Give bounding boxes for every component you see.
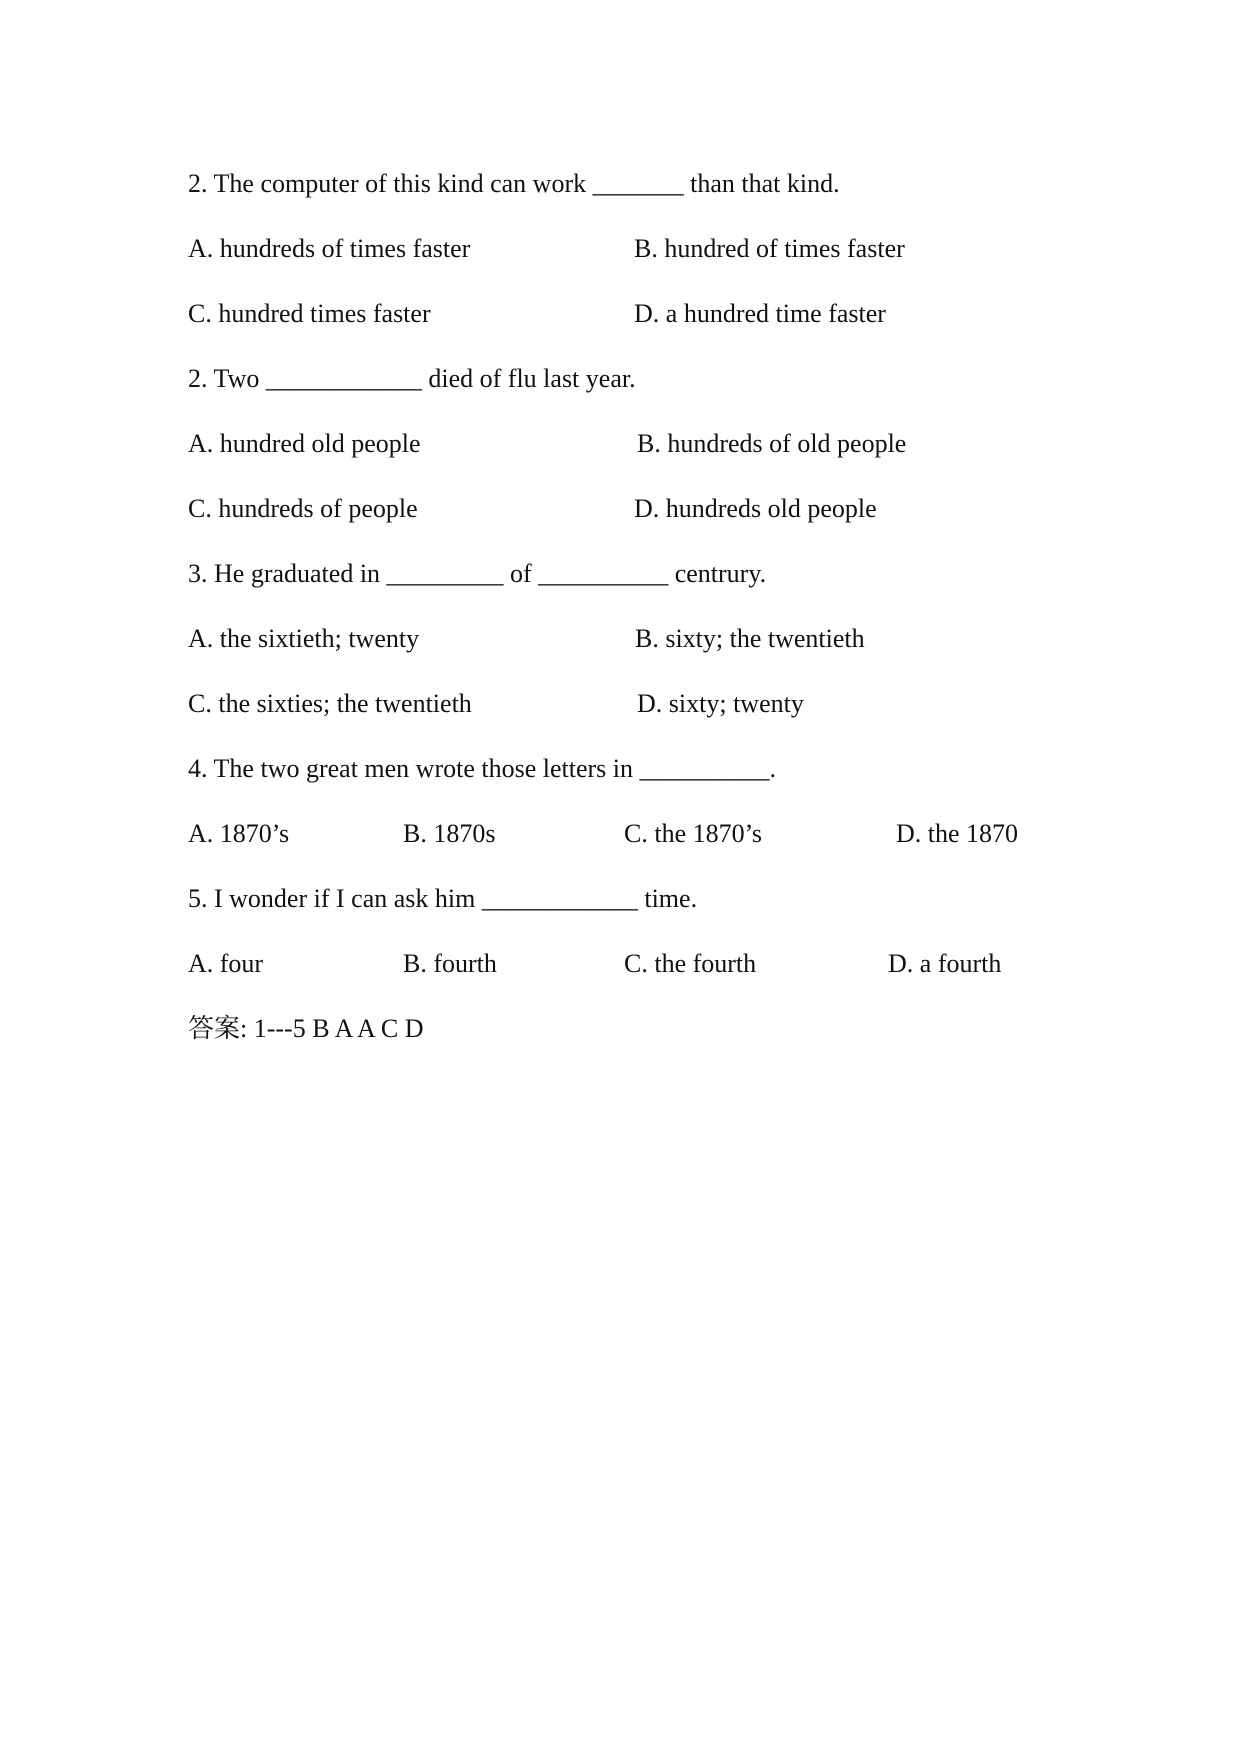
option-b: B. sixty; the twentieth	[635, 624, 865, 653]
question-3	[188, 554, 1088, 594]
option-b: B. hundreds of old people	[637, 429, 907, 458]
option-a: A. hundred old people	[188, 429, 421, 458]
answer-key-text: 答案: 1---5 B A A C D	[188, 1014, 424, 1043]
option-c: C. hundreds of people	[188, 494, 418, 523]
option-c: C. the 1870’s	[624, 819, 762, 848]
option-c: C. the sixties; the twentieth	[188, 689, 472, 718]
question-text: 2. The computer of this kind can work _______ than that kind.	[188, 169, 840, 198]
question-text: 4. The two great men wrote those letters in __________.	[188, 754, 777, 783]
option-a: A. 1870’s	[188, 819, 290, 848]
option-c: C. the fourth	[624, 949, 757, 978]
option-b: B. 1870s	[403, 819, 496, 848]
options-row	[188, 684, 1088, 724]
question-text: 3. He graduated in _________ of __________ centrury.	[188, 559, 767, 588]
option-a: A. hundreds of times faster	[188, 234, 471, 263]
question-4	[188, 749, 1088, 789]
question-text: 5. I wonder if I can ask him ____________ time.	[188, 884, 698, 913]
option-d: D. the 1870	[896, 819, 1019, 848]
options-row	[188, 229, 1088, 269]
option-b: B. hundred of times faster	[634, 234, 905, 263]
option-d: D. a hundred time faster	[634, 299, 886, 328]
option-d: D. sixty; twenty	[637, 689, 804, 718]
option-d: D. a fourth	[888, 949, 1002, 978]
option-d: D. hundreds old people	[634, 494, 877, 523]
answer-key	[188, 1009, 1088, 1049]
options-row	[188, 424, 1088, 464]
option-a: A. the sixtieth; twenty	[188, 624, 420, 653]
option-b: B. fourth	[403, 949, 497, 978]
options-row	[188, 619, 1088, 659]
options-row	[188, 944, 1088, 984]
question-text: 2. Two ____________ died of flu last year.	[188, 364, 636, 393]
options-row	[188, 489, 1088, 529]
option-c: C. hundred times faster	[188, 299, 431, 328]
question-5	[188, 879, 1088, 919]
options-row	[188, 814, 1088, 854]
options-row	[188, 294, 1088, 334]
question-1	[188, 164, 1088, 204]
option-a: A. four	[188, 949, 264, 978]
question-2	[188, 359, 1088, 399]
